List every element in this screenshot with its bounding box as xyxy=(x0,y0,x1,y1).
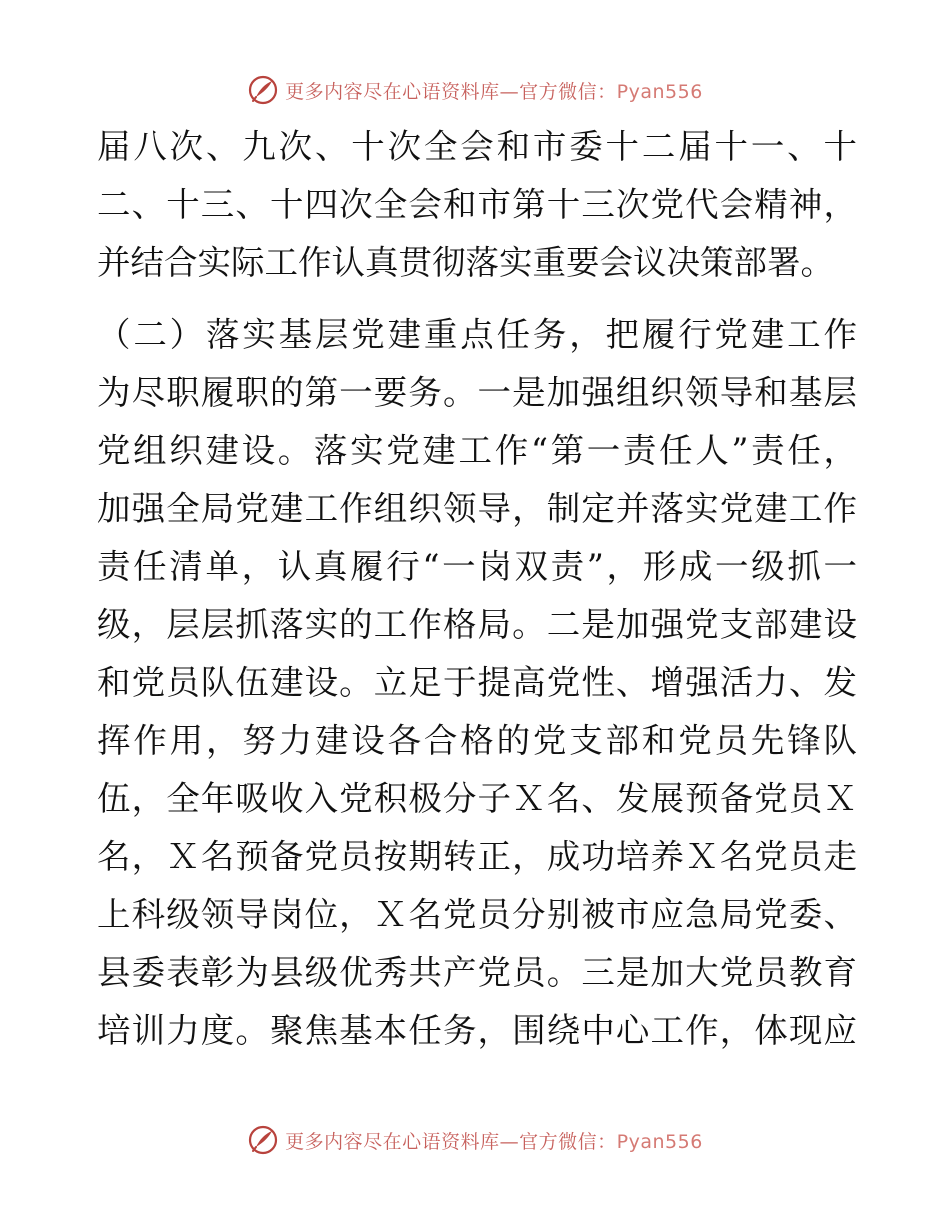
text-line: 并结合实际工作认真贯彻落实重要会议决策部署。 xyxy=(97,243,834,282)
text-line: 二、十三、十四次全会和市第十三次党代会精神， xyxy=(97,185,857,224)
red-quill-logo-icon xyxy=(247,74,279,106)
paragraph-1 xyxy=(97,118,857,292)
red-quill-logo-icon xyxy=(247,1124,279,1156)
text-line: 加强全局党建工作组织领导，制定并落实党建工作 xyxy=(97,489,857,528)
document-body xyxy=(97,118,857,1060)
watermark-header xyxy=(0,70,950,110)
paragraph-2 xyxy=(97,306,857,1060)
text-line: 责任清单，认真履行“一岗双责”，形成一级抓一 xyxy=(97,547,857,586)
text-line: 伍，全年吸收入党积极分子Ｘ名、发展预备党员Ｘ xyxy=(97,779,857,818)
watermark-handle: Pyan556 xyxy=(616,1130,703,1153)
watermark-handle: Pyan556 xyxy=(616,80,703,103)
text-line: 届八次、九次、十次全会和市委十二届十一、十 xyxy=(97,127,857,166)
watermark-text: 更多内容尽在心语资料库—官方微信：Pyan556 xyxy=(285,1130,703,1153)
text-line: 上科级领导岗位，Ｘ名党员分别被市应急局党委、 xyxy=(97,895,857,934)
watermark-text: 更多内容尽在心语资料库—官方微信：Pyan556 xyxy=(285,80,703,103)
text-line: 和党员队伍建设。立足于提高党性、增强活力、发 xyxy=(97,663,857,702)
text-line: 为尽职履职的第一要务。一是加强组织领导和基层 xyxy=(97,373,857,412)
watermark-footer xyxy=(0,1120,950,1160)
text-line: 级，层层抓落实的工作格局。二是加强党支部建设 xyxy=(97,605,857,644)
text-line: 县委表彰为县级优秀共产党员。三是加大党员教育 xyxy=(97,953,857,992)
text-line: 名，Ｘ名预备党员按期转正，成功培养Ｘ名党员走 xyxy=(97,837,857,876)
text-line: 培训力度。聚焦基本任务，围绕中心工作，体现应 xyxy=(97,1011,857,1050)
text-line: （二）落实基层党建重点任务，把履行党建工作 xyxy=(97,315,857,354)
text-line: 挥作用，努力建设各合格的党支部和党员先锋队 xyxy=(97,721,857,760)
text-line: 党组织建设。落实党建工作“第一责任人”责任， xyxy=(97,431,857,470)
